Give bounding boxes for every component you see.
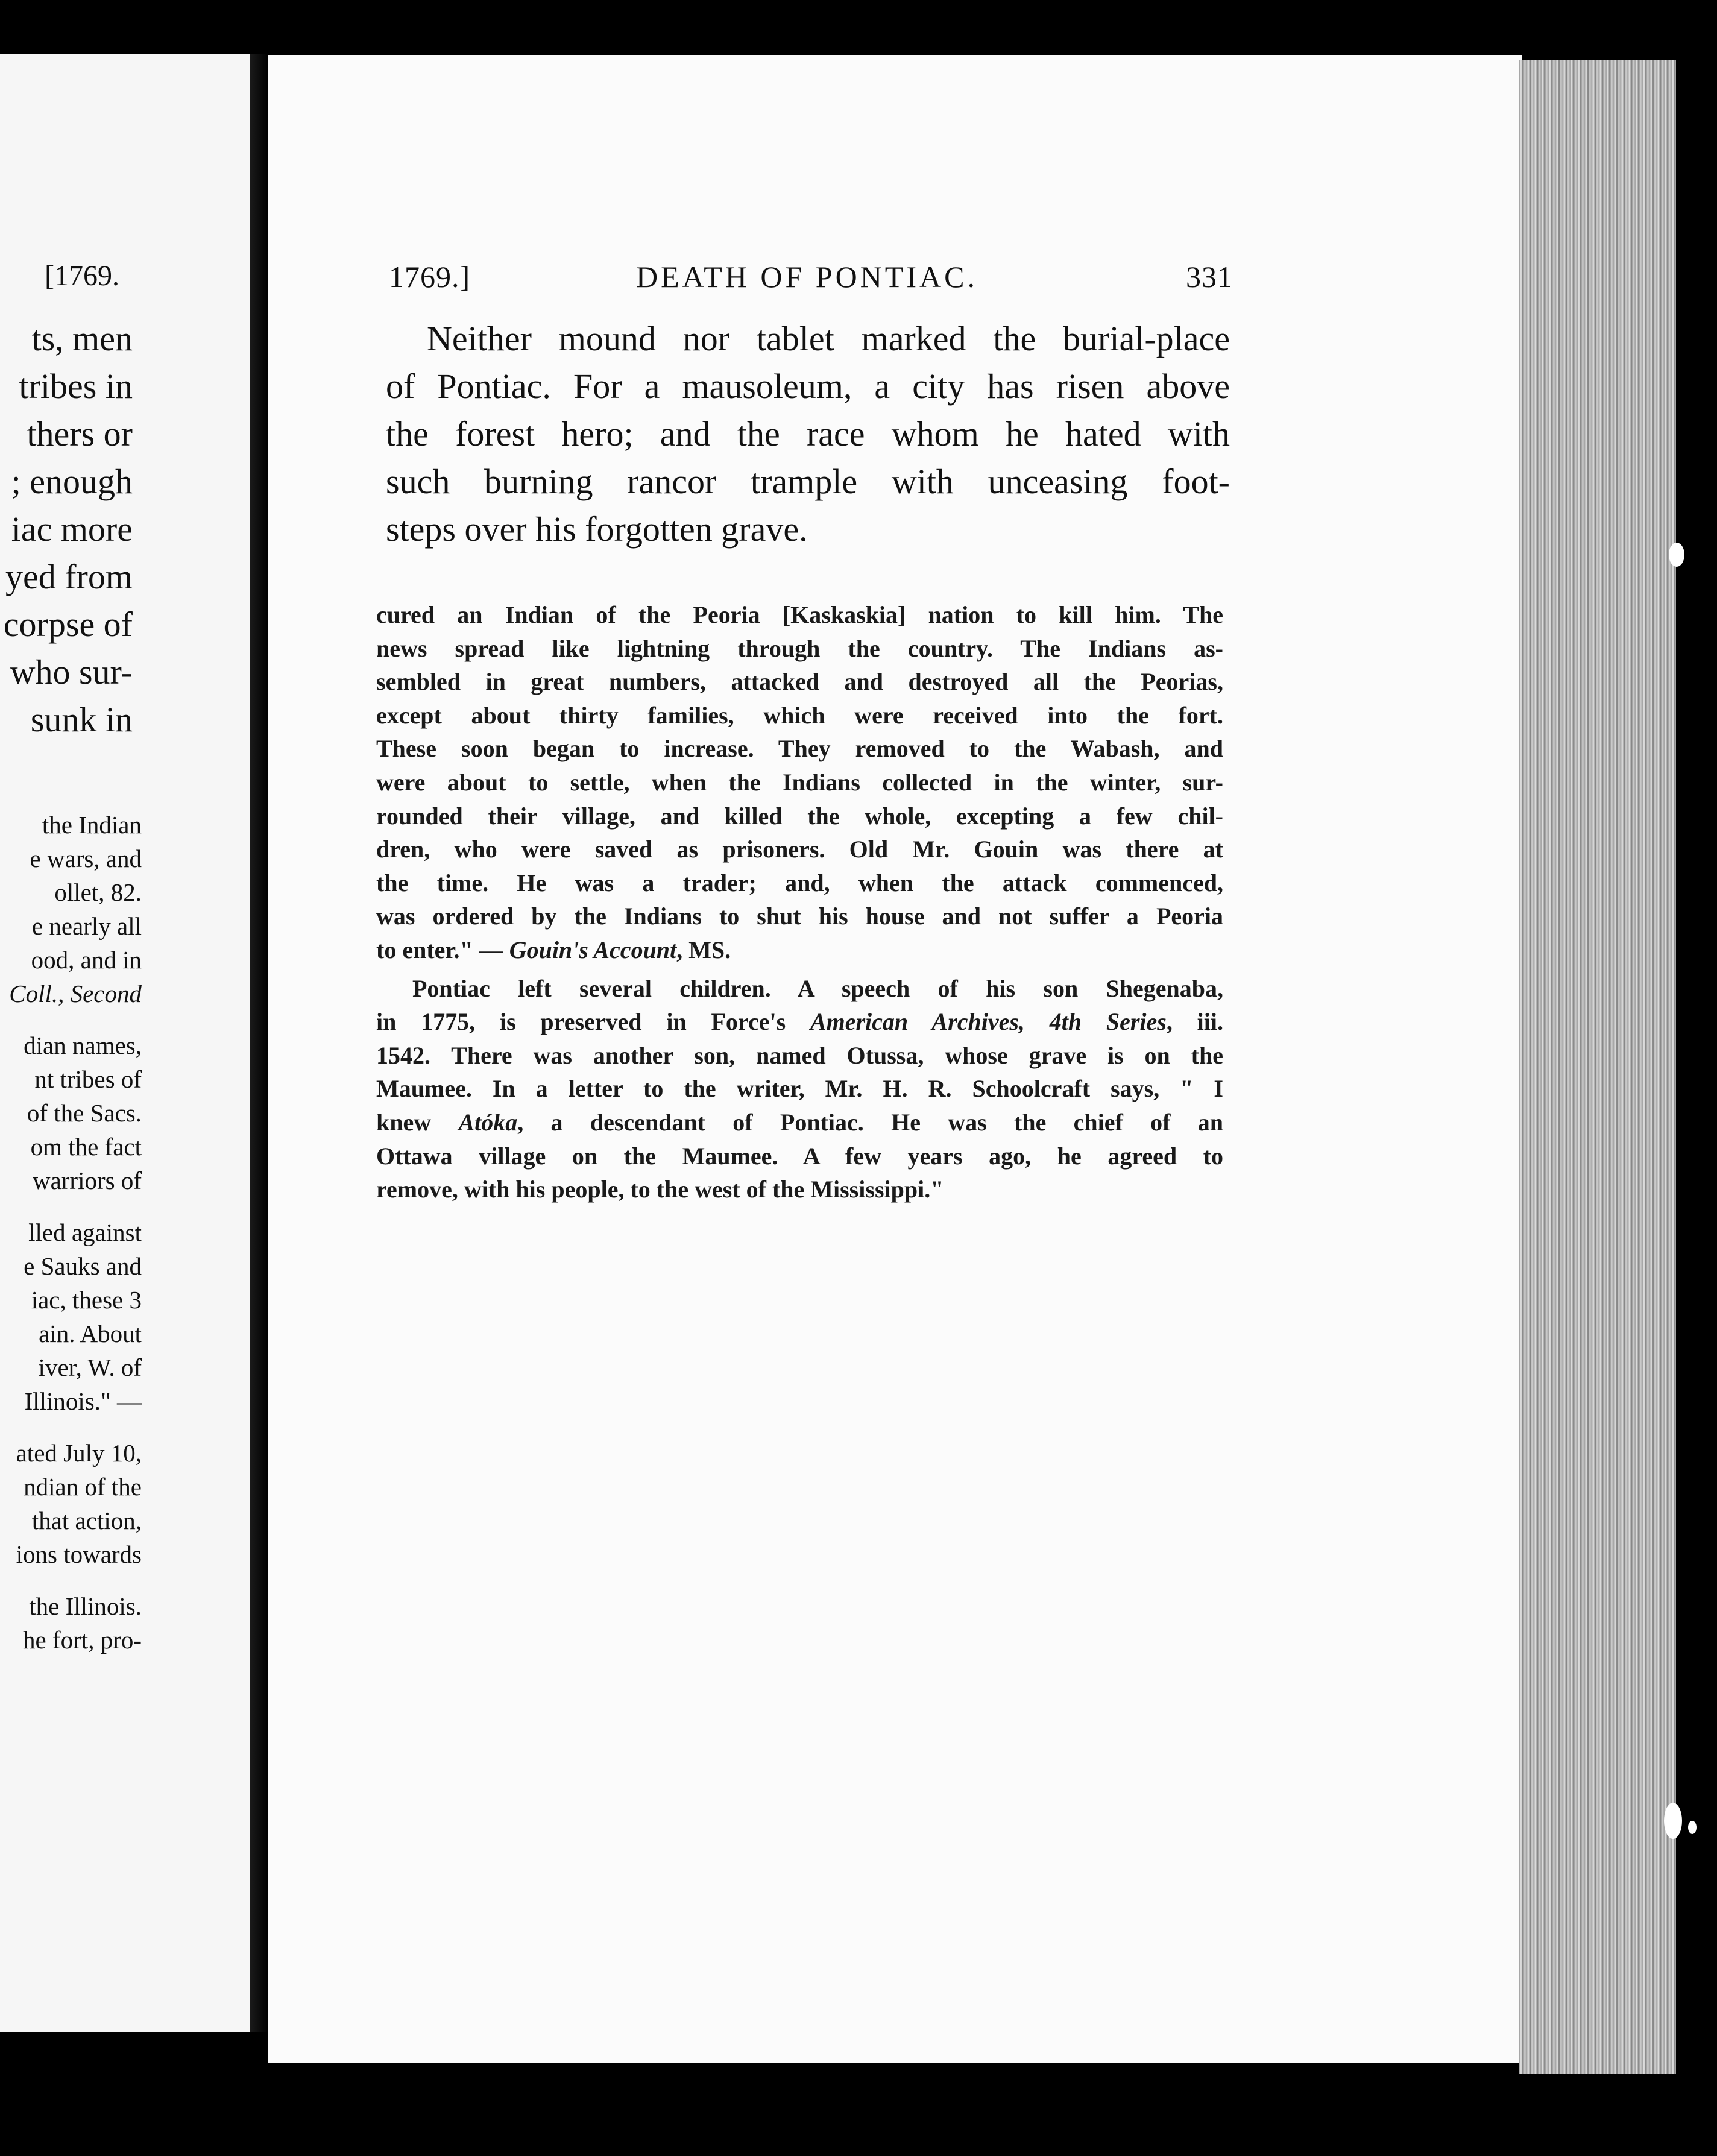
left-page-notes (9, 808, 142, 1675)
left-note-line: the Indian (42, 811, 142, 839)
footnote-line: the time. He was a trader; and, when the attack commenced, (376, 869, 1223, 897)
main-text-line: Neither mound nor tablet marked the burial-place (427, 319, 1230, 358)
left-note-line: ated July 10, (16, 1439, 142, 1467)
footnote-text: , a descendant of Pontiac. He was the chief of an (517, 1108, 1223, 1136)
left-note-line: warriors of (32, 1167, 142, 1194)
left-page-main-text (0, 315, 133, 743)
left-note-line: e nearly all (31, 912, 142, 940)
left-note-group (9, 1589, 142, 1657)
left-note-line: ain. About (39, 1320, 142, 1348)
left-note-line: nt tribes of (34, 1065, 142, 1093)
footnote-line (376, 1106, 1223, 1139)
left-main-line: sunk in (30, 700, 133, 739)
left-note-line: e Sauks and (24, 1252, 142, 1280)
footnote-text: , iii. (1166, 1008, 1223, 1036)
left-note-line: he fort, pro- (23, 1626, 142, 1654)
header-title: DEATH OF PONTIAC. (636, 260, 978, 294)
scan-speck (1669, 543, 1684, 567)
main-text-line: such burning rancor trample with unceasing foot- (386, 462, 1230, 501)
left-main-line: corpse of (3, 605, 133, 644)
left-note-line: Illinois." — (24, 1387, 142, 1415)
footnote-line: cured an Indian of the Peoria [Kaskaskia] nation to kill him. The (376, 601, 1223, 628)
footnote-source-title: Gouin's Account (509, 936, 677, 963)
left-note-line: ions towards (16, 1540, 142, 1568)
left-note-line: lled against (28, 1218, 142, 1246)
left-main-line: tribes in (19, 367, 133, 406)
main-text-line: steps over his forgotten grave. (386, 509, 808, 549)
footnote-text: , MS. (676, 936, 731, 963)
footnote-line: 1542. There was another son, named Otussa, whose grave is on the (376, 1041, 1223, 1069)
left-note-line: ollet, 82. (54, 878, 142, 906)
footnote-line: was ordered by the Indians to shut his house and not suffer a Peoria (376, 903, 1223, 930)
footnote-line: Pontiac left several children. A speech of his son Shegenaba, (412, 974, 1223, 1002)
footnote-line: Ottawa village on the Maumee. A few years ago, he agreed to (376, 1142, 1223, 1170)
left-main-line: iac more (11, 509, 133, 549)
left-note-line: the Illinois. (29, 1592, 142, 1620)
left-note-line: that action, (31, 1507, 142, 1534)
footnote-line: rounded their village, and killed the whole, excepting a few chil- (376, 802, 1223, 830)
footnote (376, 598, 1223, 1206)
left-note-line: of the Sacs. (27, 1099, 142, 1127)
footnote-line: dren, who were saved as prisoners. Old Mr. Gouin was there at (376, 836, 1223, 863)
book-fore-edge (1519, 60, 1676, 2074)
left-main-line: yed from (5, 557, 133, 596)
left-note-line: ood, and in (31, 946, 142, 974)
left-note-line: dian names, (24, 1032, 142, 1059)
left-note-group (9, 808, 142, 1010)
left-page-header: [1769. (45, 260, 119, 292)
scan-border (1676, 60, 1717, 2110)
left-page (0, 54, 253, 2032)
main-text-line: the forest hero; and the race whom he hated with (386, 414, 1230, 453)
scan-speck (1688, 1821, 1697, 1834)
left-main-line: ; enough (11, 462, 133, 501)
footnote-text: knew (376, 1108, 459, 1136)
left-note-group (9, 1029, 142, 1197)
footnote-line: were about to settle, when the Indians collected in the winter, sur- (376, 768, 1223, 796)
footnote-line: news spread like lightning through the country. The Indians as- (376, 634, 1223, 662)
page-number: 331 (1186, 260, 1233, 294)
footnote-line: These soon began to increase. They removed to the Wabash, and (376, 735, 1223, 763)
left-main-line: ts, men (31, 319, 133, 358)
footnote-text: in 1775, is preserved in Force's (376, 1008, 810, 1036)
left-main-line: thers or (27, 414, 133, 453)
left-main-line: who sur- (10, 652, 133, 692)
book-gutter (250, 54, 268, 2032)
scan-speck (1664, 1803, 1682, 1839)
main-paragraph (386, 315, 1230, 553)
left-note-group (9, 1215, 142, 1418)
footnote-text: to enter." — (376, 936, 509, 963)
running-header (389, 259, 1233, 301)
paragraph-gap (376, 967, 1223, 972)
footnote-name: Atóka (458, 1108, 518, 1136)
left-note-line: e wars, and (30, 845, 142, 872)
header-year: 1769.] (389, 260, 471, 294)
footnote-line: sembled in great numbers, attacked and destroyed all the Peorias, (376, 668, 1223, 696)
left-note-line: om the fact (30, 1133, 142, 1161)
left-note-line: iver, W. of (38, 1354, 142, 1381)
main-text-line: of Pontiac. For a mausoleum, a city has risen above (386, 367, 1230, 406)
left-note-group (9, 1436, 142, 1571)
footnote-line: Maumee. In a letter to the writer, Mr. H. R. Schoolcraft says, " I (376, 1075, 1223, 1103)
left-note-line: ndian of the (24, 1473, 142, 1501)
footnote-line: except about thirty families, which were received into the fort. (376, 701, 1223, 729)
left-note-line: Coll., Second (9, 980, 142, 1007)
left-note-line: iac, these 3 (31, 1286, 142, 1314)
footnote-line: remove, with his people, to the west of the Mississippi." (376, 1176, 944, 1203)
footnote-source-title: American Archives, 4th Series (810, 1008, 1167, 1036)
footnote-line (376, 1005, 1223, 1039)
footnote-line (376, 933, 1223, 967)
